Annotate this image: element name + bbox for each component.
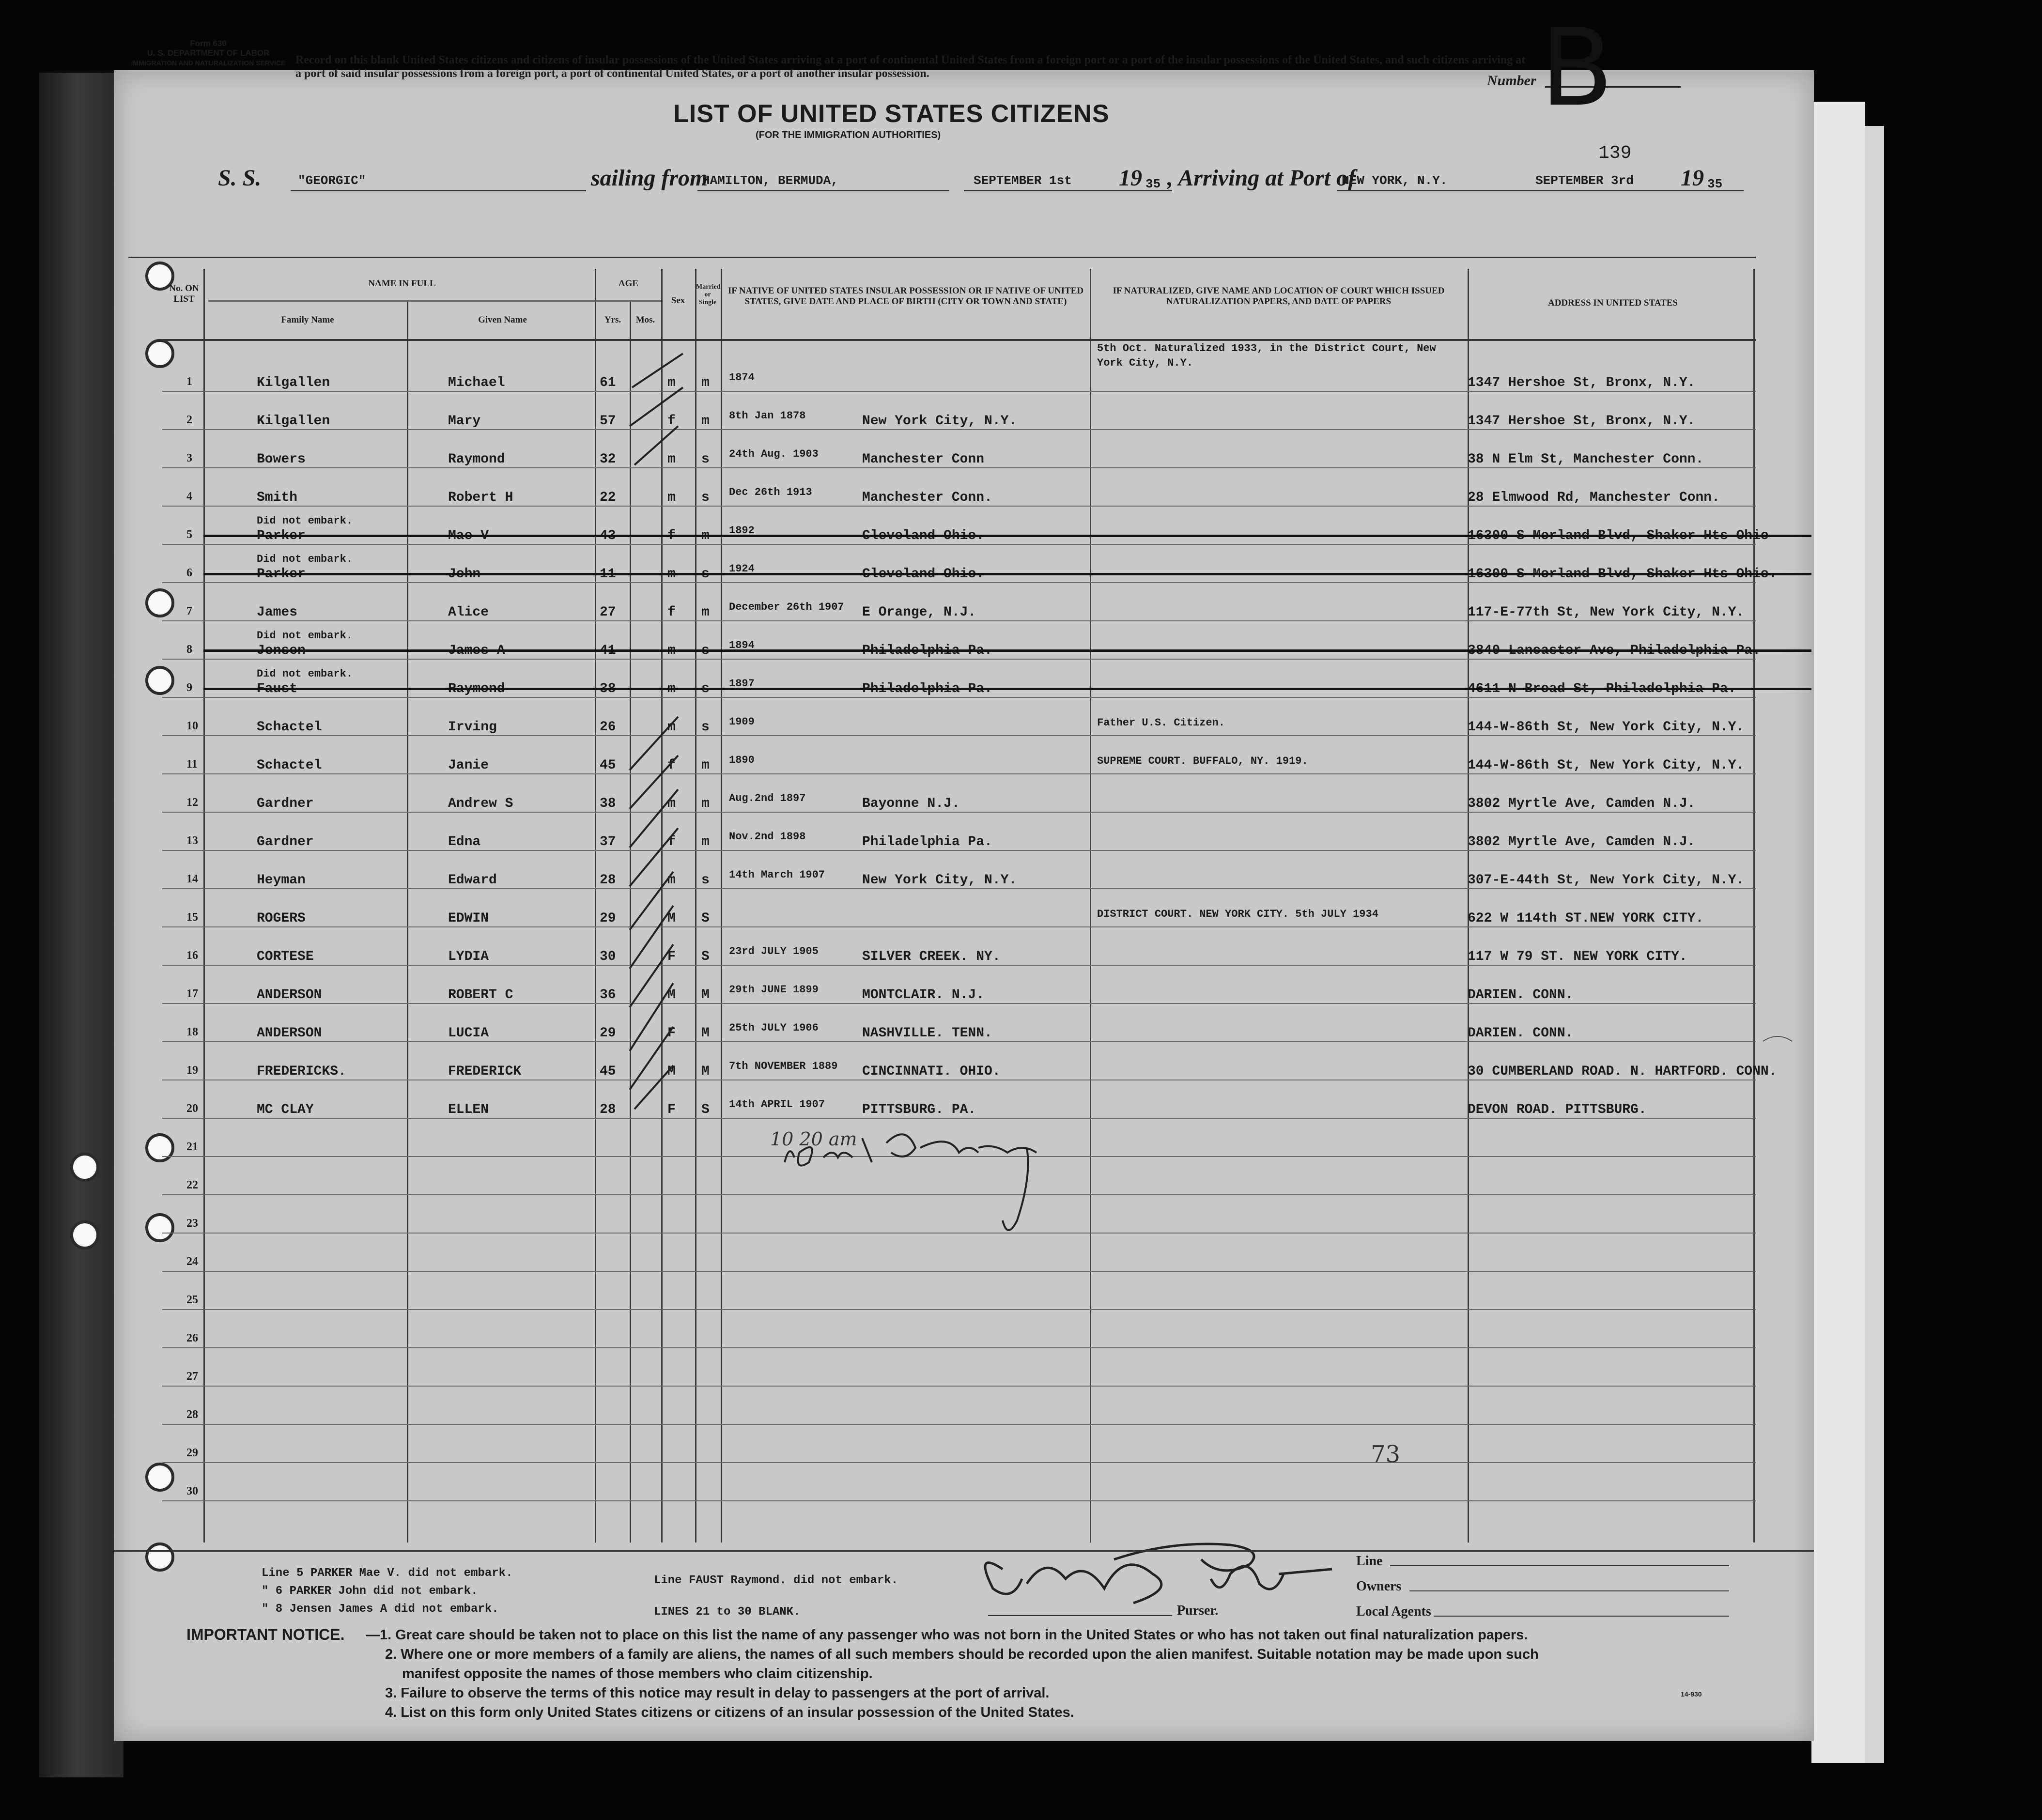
birth-date: December 26th 1907 bbox=[729, 601, 844, 613]
agents-label: Local Agents bbox=[1356, 1604, 1431, 1619]
family-name: Smith bbox=[257, 490, 298, 505]
given-name: Michael bbox=[448, 375, 505, 390]
sex: M bbox=[667, 911, 676, 926]
given-name: FREDERICK bbox=[448, 1064, 522, 1079]
birth-date: 1924 bbox=[729, 563, 755, 575]
header-naturalized: IF NATURALIZED, GIVE NAME AND LOCATION OF COURT WHICH ISSUED NATURALIZATION PAPERS, AND DATE OF PAPERS bbox=[1113, 286, 1445, 307]
sex: F bbox=[667, 949, 676, 964]
birth-place: Philadelphia Pa. bbox=[862, 643, 992, 658]
family-name: Faust bbox=[257, 681, 298, 696]
marital-status: m bbox=[701, 834, 710, 849]
family-name: Gardner bbox=[257, 796, 314, 811]
sex: f bbox=[667, 605, 676, 620]
age-years: 57 bbox=[600, 414, 616, 429]
sex: f bbox=[667, 758, 676, 773]
given-name: Edward bbox=[448, 873, 497, 888]
given-name: Andrew S bbox=[448, 796, 513, 811]
row-number: 15 bbox=[186, 911, 198, 924]
sex: m bbox=[667, 796, 676, 811]
row-number: 29 bbox=[186, 1447, 198, 1459]
address: 1347 Hershoe St, Bronx, N.Y. bbox=[1468, 414, 1696, 429]
row-number: 16 bbox=[186, 949, 198, 962]
birth-date: Nov.2nd 1898 bbox=[729, 831, 806, 843]
arrival-year: 35 bbox=[1707, 177, 1723, 191]
given-name: LUCIA bbox=[448, 1026, 489, 1041]
given-name: ELLEN bbox=[448, 1102, 489, 1117]
marital-status: m bbox=[701, 758, 710, 773]
birth-date: Aug.2nd 1897 bbox=[729, 792, 806, 804]
row-number: 1 bbox=[186, 375, 192, 388]
family-name: FREDERICKS. bbox=[257, 1064, 346, 1079]
address: 16300 S Morland Blvd, Shaker Hts Ohio bbox=[1468, 528, 1769, 543]
birth-date: 24th Aug. 1903 bbox=[729, 448, 819, 460]
age-years: 30 bbox=[600, 949, 616, 964]
footer-note-line6: " 6 PARKER John did not embark. bbox=[262, 1585, 478, 1598]
sex: m bbox=[667, 873, 676, 888]
stamp-number: 73 bbox=[1371, 1441, 1401, 1468]
family-name: CORTESE bbox=[257, 949, 314, 964]
row-number: 13 bbox=[186, 834, 198, 847]
marital-status: m bbox=[701, 528, 710, 543]
naturalization: Father U.S. Citizen. bbox=[1097, 717, 1225, 729]
row-number: 2 bbox=[186, 414, 192, 426]
birth-place: NASHVILLE. TENN. bbox=[862, 1026, 992, 1041]
family-name: ROGERS bbox=[257, 911, 306, 926]
row-number: 22 bbox=[186, 1179, 198, 1191]
header-birth: IF NATIVE OF UNITED STATES INSULAR POSSESSION OR IF NATIVE OF UNITED STATES, GIVE DATE AND PLACE OF BIRTH (CITY OR TOWN AND STATE) bbox=[727, 286, 1084, 307]
address: 4611 N Broad St, Philadelphia Pa. bbox=[1468, 681, 1736, 696]
agents-field bbox=[1434, 1616, 1729, 1617]
row-number: 11 bbox=[186, 758, 198, 771]
departure-date: SEPTEMBER 1st bbox=[974, 173, 1072, 188]
address: 144-W-86th St, New York City, N.Y. bbox=[1468, 720, 1745, 735]
address: 144-W-86th St, New York City, N.Y. bbox=[1468, 758, 1745, 773]
purser-line bbox=[988, 1615, 1172, 1616]
row-number: 8 bbox=[186, 643, 192, 656]
owners-label: Owners bbox=[1356, 1579, 1402, 1594]
age-years: 41 bbox=[600, 643, 616, 658]
birth-date: 23rd JULY 1905 bbox=[729, 945, 819, 957]
age-years: 45 bbox=[600, 758, 616, 773]
footer-note-line5: Line 5 PARKER Mae V. did not embark. bbox=[262, 1567, 513, 1580]
birth-place: MONTCLAIR. N.J. bbox=[862, 987, 985, 1003]
address: 30 CUMBERLAND ROAD. N. HARTFORD. CONN. bbox=[1468, 1064, 1777, 1079]
line-label: Line bbox=[1356, 1554, 1383, 1569]
birth-date: 1894 bbox=[729, 639, 755, 651]
marital-status: m bbox=[701, 605, 710, 620]
address: 117 W 79 ST. NEW YORK CITY. bbox=[1468, 949, 1687, 964]
notice-item-2-cont: manifest opposite the names of those members who claim citizenship. bbox=[402, 1666, 873, 1681]
header-family-name: Family Name bbox=[281, 315, 334, 325]
age-years: 22 bbox=[600, 490, 616, 505]
age-years: 28 bbox=[600, 873, 616, 888]
page-subtitle: (FOR THE IMMIGRATION AUTHORITIES) bbox=[756, 130, 941, 140]
age-years: 43 bbox=[600, 528, 616, 543]
departure-year: 35 bbox=[1145, 177, 1161, 191]
page-title: LIST OF UNITED STATES CITIZENS bbox=[673, 100, 1110, 128]
list-number-value: B bbox=[1540, 6, 1613, 130]
family-name: Kilgallen bbox=[257, 414, 330, 429]
birth-date: 1897 bbox=[729, 678, 755, 690]
row-number: 9 bbox=[186, 681, 192, 694]
given-name: John bbox=[448, 567, 481, 582]
arrival-date: SEPTEMBER 3rd bbox=[1535, 173, 1634, 188]
footer-divider bbox=[114, 1550, 1814, 1552]
birth-date: 1892 bbox=[729, 524, 755, 537]
age-years: 29 bbox=[600, 1026, 616, 1041]
address: 16300 S Morland Blvd, Shaker Hts Ohio. bbox=[1468, 567, 1777, 582]
naturalization: SUPREME COURT. BUFFALO, NY. 1919. bbox=[1097, 755, 1308, 767]
purser-label: Purser. bbox=[1177, 1603, 1219, 1618]
address: DARIEN. CONN. bbox=[1468, 1026, 1574, 1041]
marital-status: m bbox=[701, 796, 710, 811]
birth-date: 1909 bbox=[729, 716, 755, 728]
marital-status: S bbox=[701, 949, 710, 964]
given-name: Raymond bbox=[448, 681, 505, 696]
birth-place: Manchester Conn bbox=[862, 452, 985, 467]
address: 3840 Lancaster Ave, Philadelphia Pa. bbox=[1468, 643, 1761, 658]
row-number: 21 bbox=[186, 1141, 198, 1153]
naturalization: 5th Oct. Naturalized 1933, in the District Court, New York City, N.Y. bbox=[1097, 342, 1436, 369]
birth-place: SILVER CREEK. NY. bbox=[862, 949, 1001, 964]
birth-place: New York City, N.Y. bbox=[862, 873, 1017, 888]
marital-status: m bbox=[701, 375, 710, 390]
notice-item-2: 2. Where one or more members of a family are aliens, the names of all such members should be recorded upon the alien manifest. Suitable notation may be made upon such bbox=[385, 1647, 1539, 1662]
marital-status: M bbox=[701, 1064, 710, 1079]
row-number: 19 bbox=[186, 1064, 198, 1077]
did-not-embark-note: Did not embark. bbox=[257, 668, 353, 680]
marital-status: s bbox=[701, 643, 710, 658]
family-name: Schactel bbox=[257, 758, 322, 773]
notice-item-4: 4. List on this form only United States citizens or citizens of an insular possession of the United States. bbox=[385, 1705, 1074, 1720]
page-number: 139 bbox=[1598, 143, 1632, 164]
address: 3802 Myrtle Ave, Camden N.J. bbox=[1468, 796, 1696, 811]
birth-place: Cleveland Ohio. bbox=[862, 567, 985, 582]
age-years: 38 bbox=[600, 796, 616, 811]
sex: f bbox=[667, 834, 676, 849]
departure-year-prefix: 19 bbox=[1119, 165, 1142, 191]
row-number: 5 bbox=[186, 528, 192, 541]
age-years: 45 bbox=[600, 1064, 616, 1079]
form-number: Form 630 bbox=[190, 39, 227, 48]
birth-date: Dec 26th 1913 bbox=[729, 486, 812, 498]
address: 1347 Hershoe St, Bronx, N.Y. bbox=[1468, 375, 1696, 390]
birth-place: Cleveland Ohio. bbox=[862, 528, 985, 543]
given-name: Mary bbox=[448, 414, 481, 429]
birth-date: 8th Jan 1878 bbox=[729, 410, 806, 422]
given-name: ROBERT C bbox=[448, 987, 513, 1003]
row-number: 25 bbox=[186, 1294, 198, 1306]
address: 307-E-44th St, New York City, N.Y. bbox=[1468, 873, 1745, 888]
notice-item-1: —1. Great care should be taken not to place on this list the name of any passenger who was not born in the United States or who has not taken out final naturalization papers. bbox=[366, 1627, 1528, 1643]
birth-date: 25th JULY 1906 bbox=[729, 1022, 819, 1034]
did-not-embark-note: Did not embark. bbox=[257, 553, 353, 565]
row-number: 27 bbox=[186, 1370, 198, 1383]
birth-date: 14th March 1907 bbox=[729, 869, 825, 881]
birth-date: 29th JUNE 1899 bbox=[729, 984, 819, 996]
family-name: MC CLAY bbox=[257, 1102, 314, 1117]
row-number: 7 bbox=[186, 605, 192, 617]
sex: m bbox=[667, 452, 676, 467]
row-number: 4 bbox=[186, 490, 192, 503]
address: DEVON ROAD. PITTSBURG. bbox=[1468, 1102, 1647, 1117]
marital-status: S bbox=[701, 911, 710, 926]
sex: m bbox=[667, 643, 676, 658]
header-given-name: Given Name bbox=[478, 315, 527, 325]
header-no: No. ON LIST bbox=[169, 283, 199, 304]
age-years: 32 bbox=[600, 452, 616, 467]
age-years: 61 bbox=[600, 375, 616, 390]
marital-status: s bbox=[701, 567, 710, 582]
marital-status: S bbox=[701, 1102, 710, 1117]
address: 38 N Elm St, Manchester Conn. bbox=[1468, 452, 1704, 467]
marital-status: s bbox=[701, 452, 710, 467]
marital-status: s bbox=[701, 681, 710, 696]
address: 117-E-77th St, New York City, N.Y. bbox=[1468, 605, 1745, 620]
row-number: 6 bbox=[186, 567, 192, 579]
notice-title: IMPORTANT NOTICE. bbox=[186, 1626, 345, 1643]
family-name: Heyman bbox=[257, 873, 306, 888]
row-number: 28 bbox=[186, 1408, 198, 1421]
footer-note-faust: Line FAUST Raymond. did not embark. bbox=[654, 1574, 898, 1587]
given-name: Raymond bbox=[448, 452, 505, 467]
age-years: 37 bbox=[600, 834, 616, 849]
marital-status: M bbox=[701, 987, 710, 1003]
row-number: 30 bbox=[186, 1485, 198, 1497]
given-name: Janie bbox=[448, 758, 489, 773]
family-name: ANDERSON bbox=[257, 1026, 322, 1041]
row-number: 12 bbox=[186, 796, 198, 809]
marital-status: s bbox=[701, 873, 710, 888]
marital-status: m bbox=[701, 414, 710, 429]
birth-place: E Orange, N.J. bbox=[862, 605, 976, 620]
family-name: James bbox=[257, 605, 298, 620]
notice-item-3: 3. Failure to observe the terms of this notice may result in delay to passengers at the port of arrival. bbox=[385, 1685, 1050, 1701]
given-name: Edna bbox=[448, 834, 481, 849]
row-number: 10 bbox=[186, 720, 198, 732]
header-sex: Sex bbox=[671, 295, 685, 306]
sex: m bbox=[667, 490, 676, 505]
birth-place: PITTSBURG. PA. bbox=[862, 1102, 976, 1117]
birth-place: Philadelphia Pa. bbox=[862, 681, 992, 696]
sex: m bbox=[667, 375, 676, 390]
row-number: 20 bbox=[186, 1102, 198, 1115]
address: 3802 Myrtle Ave, Camden N.J. bbox=[1468, 834, 1696, 849]
sex: M bbox=[667, 1064, 676, 1079]
header-married: Married or Single bbox=[696, 283, 721, 306]
sex: F bbox=[667, 1026, 676, 1041]
birth-place: CINCINNATI. OHIO. bbox=[862, 1064, 1001, 1079]
birth-place: Manchester Conn. bbox=[862, 490, 992, 505]
birth-place: Bayonne N.J. bbox=[862, 796, 960, 811]
sex: f bbox=[667, 414, 676, 429]
birth-date: 1890 bbox=[729, 754, 755, 766]
header-address: ADDRESS IN UNITED STATES bbox=[1547, 298, 1678, 308]
row-number: 14 bbox=[186, 873, 198, 885]
sex: f bbox=[667, 528, 676, 543]
arrival-year-prefix: 19 bbox=[1681, 165, 1704, 191]
did-not-embark-note: Did not embark. bbox=[257, 630, 353, 642]
arrival-port: NEW YORK, N.Y. bbox=[1342, 173, 1448, 188]
family-name: Schactel bbox=[257, 720, 322, 735]
sailing-label: sailing from bbox=[591, 165, 708, 191]
family-name: ANDERSON bbox=[257, 987, 322, 1003]
marital-status: M bbox=[701, 1026, 710, 1041]
sex: M bbox=[667, 987, 676, 1003]
row-number: 26 bbox=[186, 1332, 198, 1344]
age-years: 36 bbox=[600, 987, 616, 1003]
sex: m bbox=[667, 681, 676, 696]
age-years: 27 bbox=[600, 605, 616, 620]
form-code: 14-930 bbox=[1681, 1690, 1702, 1698]
header-mos: Mos. bbox=[635, 315, 655, 325]
birth-date: 14th APRIL 1907 bbox=[729, 1098, 825, 1111]
marital-status: s bbox=[701, 490, 710, 505]
age-years: 38 bbox=[600, 681, 616, 696]
sex: F bbox=[667, 1102, 676, 1117]
family-name: Jensen bbox=[257, 643, 306, 658]
row-number: 18 bbox=[186, 1026, 198, 1038]
birth-date: 1874 bbox=[729, 371, 755, 384]
family-name: Parker bbox=[257, 567, 306, 582]
birth-place: Philadelphia Pa. bbox=[862, 834, 992, 849]
given-name: EDWIN bbox=[448, 911, 489, 926]
row-number: 23 bbox=[186, 1217, 198, 1230]
ship-name: "GEORGIC" bbox=[298, 173, 366, 188]
age-years: 29 bbox=[600, 911, 616, 926]
birth-place: New York City, N.Y. bbox=[862, 414, 1017, 429]
line-field bbox=[1390, 1565, 1729, 1566]
footer-note-blank-lines: LINES 21 to 30 BLANK. bbox=[654, 1605, 801, 1619]
age-years: 11 bbox=[600, 567, 616, 582]
given-name: Robert H bbox=[448, 490, 513, 505]
family-name: Gardner bbox=[257, 834, 314, 849]
owners-field bbox=[1409, 1590, 1729, 1591]
handwritten-time-note: 10 20 am bbox=[770, 1128, 857, 1150]
age-years: 26 bbox=[600, 720, 616, 735]
department-name: U. S. DEPARTMENT OF LABOR bbox=[147, 48, 270, 58]
family-name: Bowers bbox=[257, 452, 306, 467]
given-name: Alice bbox=[448, 605, 489, 620]
given-name: Mae V bbox=[448, 528, 489, 543]
marital-status: s bbox=[701, 720, 710, 735]
header-yrs: Yrs. bbox=[604, 315, 621, 325]
birth-date: 7th NOVEMBER 1889 bbox=[729, 1060, 838, 1072]
departure-port: HAMILTON, BERMUDA, bbox=[702, 173, 838, 188]
row-number: 17 bbox=[186, 987, 198, 1000]
given-name: LYDIA bbox=[448, 949, 489, 964]
naturalization: DISTRICT COURT. NEW YORK CITY. 5th JULY 1934 bbox=[1097, 908, 1378, 920]
footer-note-line8: " 8 Jensen James A did not embark. bbox=[262, 1603, 499, 1616]
row-number: 24 bbox=[186, 1255, 198, 1268]
age-years: 28 bbox=[600, 1102, 616, 1117]
address: 622 W 114th ST.NEW YORK CITY. bbox=[1468, 911, 1704, 926]
number-label: Number bbox=[1487, 73, 1536, 89]
given-name: James A bbox=[448, 643, 505, 658]
sex: m bbox=[667, 720, 676, 735]
row-number: 3 bbox=[186, 452, 192, 464]
service-name: IMMIGRATION AND NATURALIZATION SERVICE bbox=[131, 59, 286, 67]
arriving-label: , Arriving at Port of bbox=[1167, 165, 1356, 191]
address: DARIEN. CONN. bbox=[1468, 987, 1574, 1003]
header-name-in-full: NAME IN FULL bbox=[368, 278, 436, 289]
ss-label: S. S. bbox=[218, 165, 262, 191]
family-name: Kilgallen bbox=[257, 375, 330, 390]
did-not-embark-note: Did not embark. bbox=[257, 515, 353, 527]
header-age: AGE bbox=[618, 278, 639, 289]
given-name: Irving bbox=[448, 720, 497, 735]
sex: m bbox=[667, 567, 676, 582]
instructions-text: Record on this blank United States citizens and citizens of insular possessions of the United States arriving at a port of continental United States from a foreign port or a port of the insular possessions of the United States, and such citizens arriving at a port of said insular possessions from a foreign port, a port of continental United States, or a port of another insular possession. bbox=[295, 54, 1526, 80]
family-name: Parker bbox=[257, 528, 306, 543]
address: 28 Elmwood Rd, Manchester Conn. bbox=[1468, 490, 1720, 505]
